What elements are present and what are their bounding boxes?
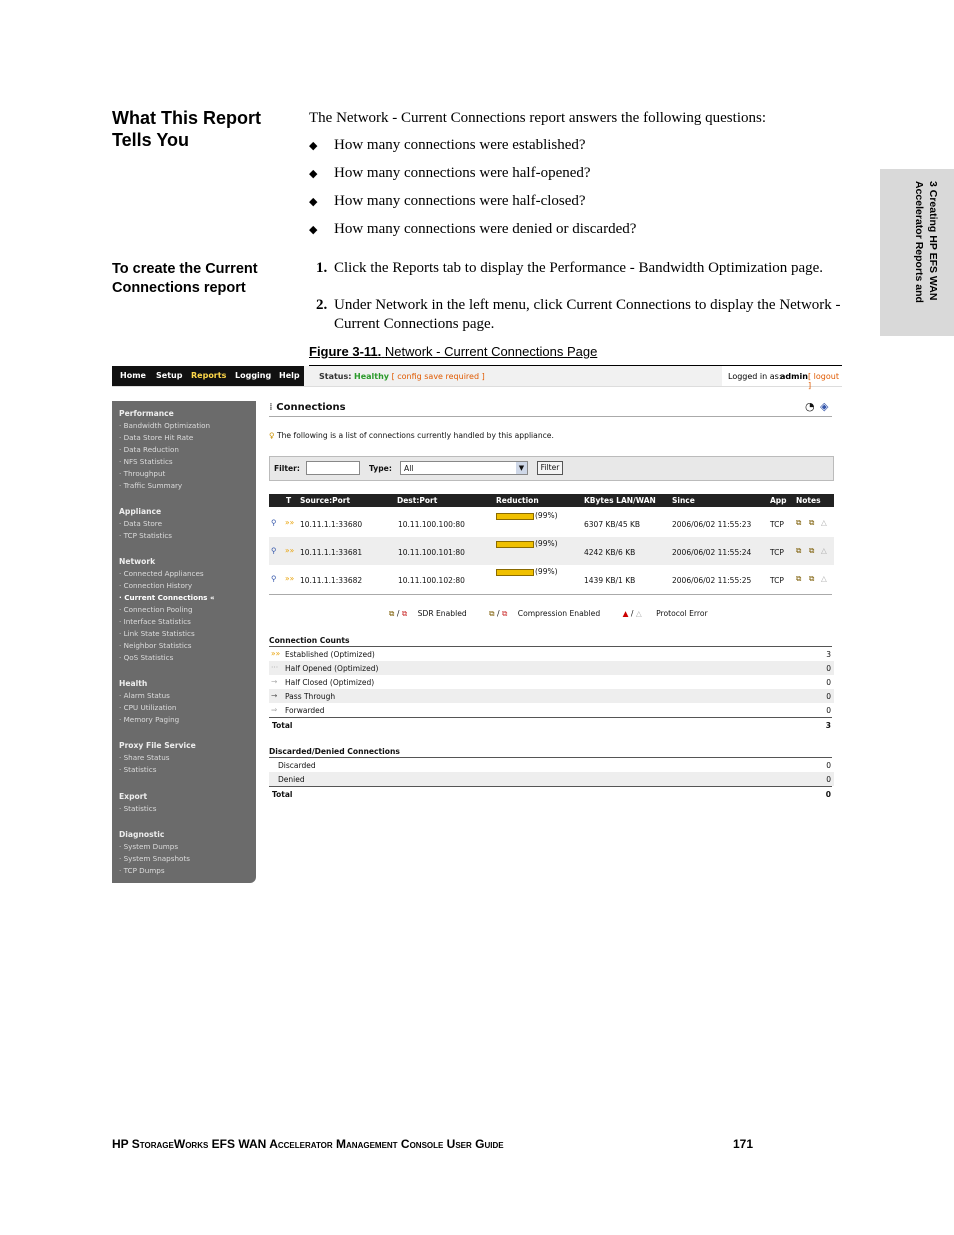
reduction-bar: [496, 541, 534, 548]
half-closed-icon: →: [271, 677, 278, 686]
filter-button[interactable]: Filter: [537, 461, 563, 475]
sidebar-item[interactable]: · Statistics: [119, 804, 157, 813]
count-row: Discarded 0: [278, 761, 831, 770]
compression-icon: ⧉: [809, 518, 815, 527]
sidebar-item[interactable]: · Traffic Summary: [119, 481, 183, 490]
warning-icon: △: [821, 546, 827, 555]
warning-icon: △: [635, 609, 642, 618]
magnifier-icon[interactable]: ⚲: [271, 546, 277, 555]
legend: ⧉ / ⧉ SDR Enabled ⧉ / ⧉ Compression Enabled ▲ / △ Protocol Error: [389, 609, 708, 618]
filter-input[interactable]: [306, 461, 360, 475]
half-opened-icon: ···: [271, 663, 279, 672]
pass-through-icon: →: [271, 691, 278, 700]
sidebar-section-appliance[interactable]: Appliance: [119, 507, 162, 516]
table-row: ⚲ »» 10.11.1.1:33682 10.11.100.102:80 (99%) 1439 KB/1 KB 2006/06/02 11:55:25 TCP ⧉ ⧉ △: [271, 567, 827, 585]
sdr-icon: ⧉: [796, 546, 802, 555]
reduction-bar: [496, 513, 534, 520]
magnifier-icon[interactable]: ⚲: [271, 574, 277, 583]
established-icon: »»: [285, 574, 295, 583]
config-save-link[interactable]: [ config save required ]: [391, 372, 485, 381]
count-row: ··· Half Opened (Optimized) 0: [269, 661, 834, 675]
count-row: → Half Closed (Optimized) 0: [271, 677, 831, 687]
sidebar-item[interactable]: · Connected Appliances: [119, 569, 204, 578]
connection-counts-title: Connection Counts: [269, 636, 350, 645]
tab-setup[interactable]: Setup: [156, 371, 183, 380]
sdr-icon: ⧉: [389, 609, 395, 618]
figure-caption: Figure 3-11. Network - Current Connections Page: [309, 344, 598, 359]
compression-disabled-icon: ⧉: [501, 609, 508, 618]
sidebar-section-proxy-file-service[interactable]: Proxy File Service: [119, 741, 196, 750]
diamond-bullet-icon: ◆: [309, 140, 318, 152]
grid-icon: ⁞: [269, 402, 277, 413]
top-bar: [112, 366, 842, 390]
footer-title: HP StorageWorks EFS WAN Accelerator Management Console User Guide: [112, 1137, 504, 1151]
sidebar-section-health[interactable]: Health: [119, 679, 148, 688]
warning-icon: △: [821, 574, 827, 583]
compression-icon: ⧉: [809, 574, 815, 583]
sidebar-item[interactable]: · Neighbor Statistics: [119, 641, 192, 650]
lightbulb-icon: ♀: [269, 431, 275, 440]
figure-screenshot: [112, 366, 842, 886]
count-row: Denied 0: [269, 772, 834, 786]
chevron-down-icon: ▼: [516, 462, 527, 474]
sidebar-item[interactable]: · Share Status: [119, 753, 170, 762]
denied-total: Total 0: [272, 790, 831, 799]
sdr-icon: ⧉: [796, 518, 802, 527]
section-heading-what-report-tells: What This Report Tells You: [112, 108, 261, 150]
sidebar-item[interactable]: · Data Reduction: [119, 445, 179, 454]
counts-total: Total 3: [272, 721, 831, 730]
sidebar-item[interactable]: · Connection Pooling: [119, 605, 193, 614]
sidebar-section-diagnostic[interactable]: Diagnostic: [119, 830, 165, 839]
sidebar-item[interactable]: · Data Store: [119, 519, 163, 528]
status-badge: Healthy: [354, 372, 390, 381]
count-row: »» Established (Optimized) 3: [271, 649, 831, 659]
tab-home[interactable]: Home: [120, 371, 146, 380]
logout-link[interactable]: [ logout ]: [808, 372, 839, 390]
compression-icon: ⧉: [489, 609, 495, 618]
diamond-bullet-icon: ◆: [309, 168, 318, 180]
established-icon: »»: [285, 546, 295, 555]
established-icon: »»: [285, 518, 295, 527]
side-tab-line1: 3 Creating HP EFS WAN: [927, 181, 939, 301]
info-message: ♀ The following is a list of connections currently handled by this appliance.: [269, 431, 554, 440]
sidebar-item[interactable]: · Connection History: [119, 581, 193, 590]
sidebar-item[interactable]: · Bandwidth Optimization: [119, 421, 211, 430]
sidebar-item[interactable]: · Data Store Hit Rate: [119, 433, 194, 442]
sidebar-item[interactable]: · Link State Statistics: [119, 629, 195, 638]
sidebar-item[interactable]: · TCP Statistics: [119, 531, 173, 540]
sdr-disabled-icon: ⧉: [401, 609, 408, 618]
sidebar-item[interactable]: · NFS Statistics: [119, 457, 173, 466]
sidebar-section-export[interactable]: Export: [119, 792, 148, 801]
sidebar-item[interactable]: · Interface Statistics: [119, 617, 191, 626]
login-info: Logged in as: admin [ logout ]: [722, 366, 842, 386]
section-heading-create-report: To create the Current Connections report: [112, 261, 258, 296]
sdr-icon: ⧉: [796, 574, 802, 583]
forwarded-icon: ⇒: [271, 705, 278, 714]
help-icon[interactable]: ◔: [805, 400, 815, 413]
tab-reports[interactable]: Reports: [191, 371, 227, 380]
diamond-bullet-icon: ◆: [309, 224, 318, 236]
sidebar-section-network[interactable]: Network: [119, 557, 156, 566]
print-icon[interactable]: ◈: [820, 400, 829, 413]
table-header: T Source:Port Dest:Port Reduction KBytes LAN/WAN Since App Notes: [269, 494, 834, 507]
error-icon: ▲: [622, 609, 629, 618]
type-select[interactable]: All ▼: [400, 461, 528, 475]
chapter-side-tab: [880, 169, 954, 336]
table-row: ⚲ »» 10.11.1.1:33681 10.11.100.101:80 (99%) 4242 KB/6 KB 2006/06/02 11:55:24 TCP ⧉ ⧉ △: [269, 537, 834, 565]
compression-icon: ⧉: [809, 546, 815, 555]
diamond-bullet-icon: ◆: [309, 196, 318, 208]
page-number: 171: [733, 1137, 754, 1151]
sidebar-section-performance[interactable]: Performance: [119, 409, 174, 418]
sidebar-menu: [112, 401, 256, 883]
sidebar-item[interactable]: · Throughput: [119, 469, 166, 478]
sidebar-item[interactable]: · System Snapshots: [119, 854, 191, 863]
sidebar-item[interactable]: · TCP Dumps: [119, 866, 165, 875]
magnifier-icon[interactable]: ⚲: [271, 518, 277, 527]
established-icon: »»: [271, 649, 281, 658]
count-row: ⇒ Forwarded 0: [271, 705, 831, 715]
sidebar-item-current-connections[interactable]: · Current Connections «: [119, 593, 215, 602]
sidebar-item[interactable]: · System Dumps: [119, 842, 179, 851]
sidebar-item[interactable]: · Memory Paging: [119, 715, 180, 724]
sidebar-item[interactable]: · Alarm Status: [119, 691, 170, 700]
page-title: ⁞ Connections: [269, 402, 346, 413]
filter-bar: Filter: Type: All ▼ Filter: [269, 456, 834, 481]
reduction-bar: [496, 569, 534, 576]
tab-logging[interactable]: Logging: [235, 371, 272, 380]
status-indicator: Status: Healthy [ config save required ]: [319, 372, 485, 381]
sidebar-item[interactable]: · QoS Statistics: [119, 653, 174, 662]
sidebar-item[interactable]: · Statistics: [119, 765, 157, 774]
warning-icon: △: [821, 518, 827, 527]
count-row: → Pass Through 0: [269, 689, 834, 703]
tab-help[interactable]: Help: [279, 371, 300, 380]
sidebar-item[interactable]: · CPU Utilization: [119, 703, 177, 712]
denied-connections-title: Discarded/Denied Connections: [269, 747, 400, 756]
table-row: ⚲ »» 10.11.1.1:33680 10.11.100.100:80 (99%) 6307 KB/45 KB 2006/06/02 11:55:23 TCP ⧉ ⧉ △: [271, 511, 827, 529]
user-name: admin: [780, 372, 808, 381]
side-tab-line2: Accelerator Reports and: [913, 181, 925, 303]
section1-intro: The Network - Current Connections report answers the following questions:: [309, 110, 766, 126]
nav-tabs: [112, 366, 304, 386]
